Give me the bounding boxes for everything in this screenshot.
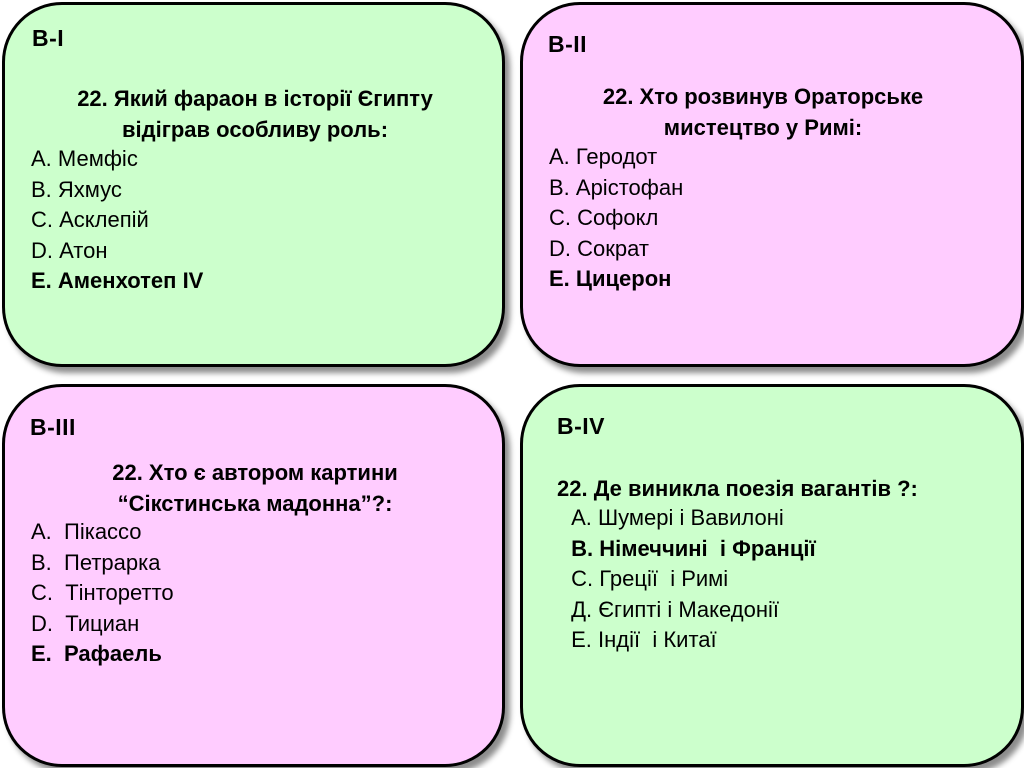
answer-option: D. Сократ	[549, 235, 649, 261]
question-text	[25, 83, 485, 145]
answer-option: С. Греції і Римі	[565, 566, 729, 591]
question-text	[533, 81, 993, 143]
answer-option: Д. Єгипті і Македонії	[565, 596, 780, 622]
answer-options	[31, 144, 203, 297]
answer-option: В. Яхмус	[31, 176, 122, 202]
answer-option: В. Арістофан	[549, 174, 684, 200]
answer-option: A. Пікассо	[31, 519, 142, 544]
answer-option: А. Шумері і Вавилоні	[565, 505, 784, 530]
quiz-card-variant-3	[2, 384, 505, 767]
variant-label: В-ІІ	[548, 31, 588, 57]
answer-option-correct: Е. Аменхотеп IV	[31, 268, 204, 293]
answer-option: C. Тінторетто	[31, 580, 174, 605]
answer-option-correct: В. Німеччині і Франції	[565, 535, 816, 561]
answer-option: D. Тициан	[31, 610, 140, 636]
variant-label: В-І	[32, 25, 65, 51]
variant-label: В-ІІІ	[30, 414, 76, 440]
variant-label: В-ІV	[557, 413, 605, 439]
answer-options	[31, 517, 174, 670]
question-line: 22. Хто розвинув Ораторське	[602, 84, 924, 109]
answer-option: А. Мемфіс	[31, 146, 138, 171]
answer-option: А. Геродот	[549, 144, 658, 169]
answer-option: Е. Індії і Китаї	[565, 627, 717, 652]
answer-option: D. Атон	[31, 237, 108, 263]
answer-options	[549, 142, 683, 295]
answer-option: B. Петрарка	[31, 549, 161, 575]
question-line: 22. Який фараон в історії Єгипту	[77, 86, 433, 111]
answer-option: С. Асклепій	[31, 207, 149, 232]
answer-option-correct: E. Рафаель	[31, 641, 162, 666]
question-text	[557, 473, 997, 504]
answer-option-correct: Е. Цицерон	[549, 266, 672, 291]
question-line: 22. Хто є автором картини	[112, 460, 398, 485]
quiz-card-variant-1	[2, 2, 505, 367]
quiz-card-variant-4	[520, 384, 1024, 767]
question-text	[25, 457, 485, 519]
question-line: “Сікстинська мадонна”?:	[117, 491, 393, 516]
question-line: мистецтво у Римі:	[663, 115, 863, 140]
question-line: відіграв особливу роль:	[121, 117, 389, 142]
quiz-card-variant-2	[520, 2, 1024, 367]
answer-option: С. Софокл	[549, 205, 659, 230]
answer-options	[565, 503, 816, 656]
question-line: 22. Де виникла поезія вагантів ?:	[557, 476, 918, 501]
